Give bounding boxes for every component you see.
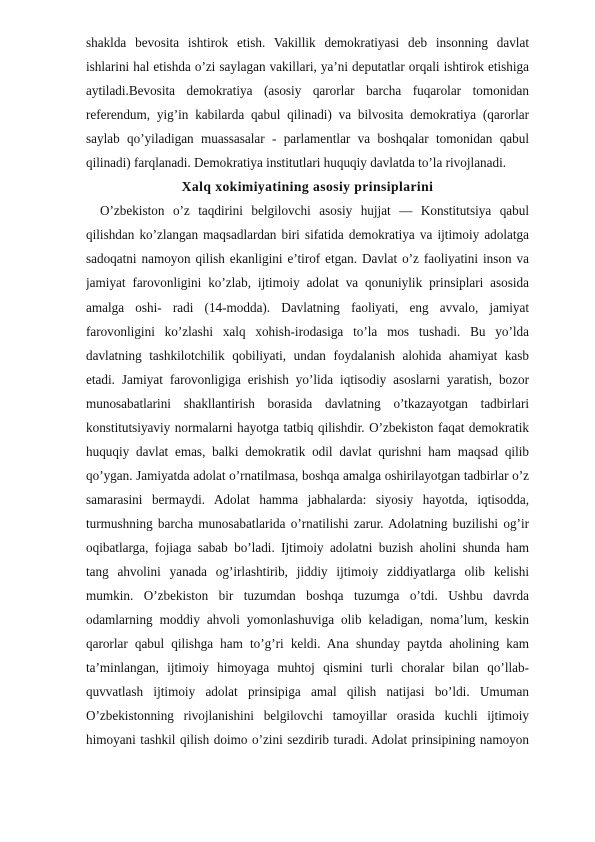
text-line: sadoqatni namoyon qilish ekanligini e’tirof etgan. Davlat o’z faoliyatini inson va: [86, 251, 529, 267]
paragraph-democracy-forms: [86, 31, 529, 175]
text-line: himoyani tashkil qilish doimo o’zini sezdirib turadi. Adolat prinsipining namoyon: [86, 732, 529, 748]
text-line: ta’minlangan, ijtimoiy himoyaga muhtoj qismini turli choralar bilan qo’llab-: [86, 660, 529, 676]
text-line: qarorlar qabul qilishga ham to’g’ri keldi. Ana shunday paytda aholining kam: [86, 636, 529, 652]
text-line: tang ahvolini yanada og’irlashtirib, jiddiy ijtimoiy ziddiyatlarga olib kelishi: [86, 564, 529, 580]
text-line: ishlarini hal etishda o’zi saylagan vakillari, ya’ni deputatlar orqali ishtirok etishiga: [86, 59, 529, 75]
text-line: oqibatlarga, fojiaga sabab bo’ladi. Ijtimoiy adolatni buzish aholini shunda ham: [86, 539, 529, 555]
text-line: huquqiy davlat emas, balki demokratik odil davlat qurishni ham maqsad qilib: [86, 443, 529, 459]
text-line: qo’ygan. Jamiyatda adolat o’rnatilmasa, boshqa amalga oshirilayotgan tadbirlar o’z: [86, 467, 529, 483]
text-line: samarasini bermaydi. Adolat hamma jabhalarda: siyosiy hayotda, iqtisodda,: [86, 491, 529, 507]
text-line: O’zbekistonning rivojlanishini belgilovchi tamoyillar orasida kuchli ijtimoiy: [86, 708, 529, 724]
document-page: [86, 31, 529, 752]
text-line: referendum, yig’in kabilarda qabul qilinadi) va bilvosita demokratiya (qarorlar: [86, 107, 529, 123]
text-line: etadi. Jamiyat farovonligiga erishish yo’lida iqtisodiy asoslarni yaratish, bozor: [86, 371, 529, 387]
paragraph-principles: [86, 199, 529, 752]
text-line: farovonligini ko’zlashi xalq xohish-irodasiga to’la mos tushadi. Bu yo’lda: [86, 323, 529, 339]
text-line: munosabatlarini shakllantirish borasida davlatning o’tkazayotgan tadbirlari: [86, 395, 529, 411]
text-line: quvvatlash ijtimoiy adolat prinsipiga amal qilish natijasi bo’ldi. Umuman: [86, 684, 529, 700]
text-line: O’zbekiston o’z taqdirini belgilovchi asosiy hujjat — Konstitutsiya qabul: [100, 203, 529, 219]
text-line: mumkin. O’zbekiston bir tuzumdan boshqa tuzumga o’tdi. Ushbu davrda: [86, 588, 529, 604]
text-line: jamiyat farovonligini ko’zlab, ijtimoiy adolat va qonuniylik prinsiplari asosida: [86, 275, 529, 291]
text-line: qilinadi) farqlanadi. Demokratiya institutlari huquqiy davlatda to’la rivojlanadi.: [86, 155, 507, 171]
text-line: aytiladi.Bevosita demokratiya (asosiy qarorlar barcha fuqarolar tomonidan: [86, 83, 529, 99]
text-line: shaklda bevosita ishtirok etish. Vakillik demokratiyasi deb insonning davlat: [86, 35, 529, 50]
text-line: amalga oshi- radi (14-modda). Davlatning faoliyati, eng avvalo, jamiyat: [86, 299, 529, 315]
text-line: davlatning tashkilotchilik qobiliyati, undan foydalanish alohida ahamiyat kasb: [86, 347, 529, 363]
text-line: saylab qo’yiladigan muassasalar - parlamentlar va boshqalar tomonidan qabul: [86, 131, 529, 147]
text-line: konstitutsiyaviy normalarni hayotga tatbiq qilishdir. O’zbekiston faqat demokratik: [86, 419, 529, 435]
text-line: turmushning barcha munosabatlarida o’rnatilishi zarur. Adolatning buzilishi og’ir: [86, 515, 529, 531]
text-line: odamlarning moddiy ahvoli yomonlashuviga olib keladigan, noma’lum, keskin: [86, 612, 529, 628]
section-heading: Xalq xokimiyatining asosiy prinsiplarini: [181, 179, 434, 195]
text-line: qilishdan ko’zlangan maqsadlardan biri sifatida demokratiya va ijtimoiy adolatga: [86, 227, 529, 243]
